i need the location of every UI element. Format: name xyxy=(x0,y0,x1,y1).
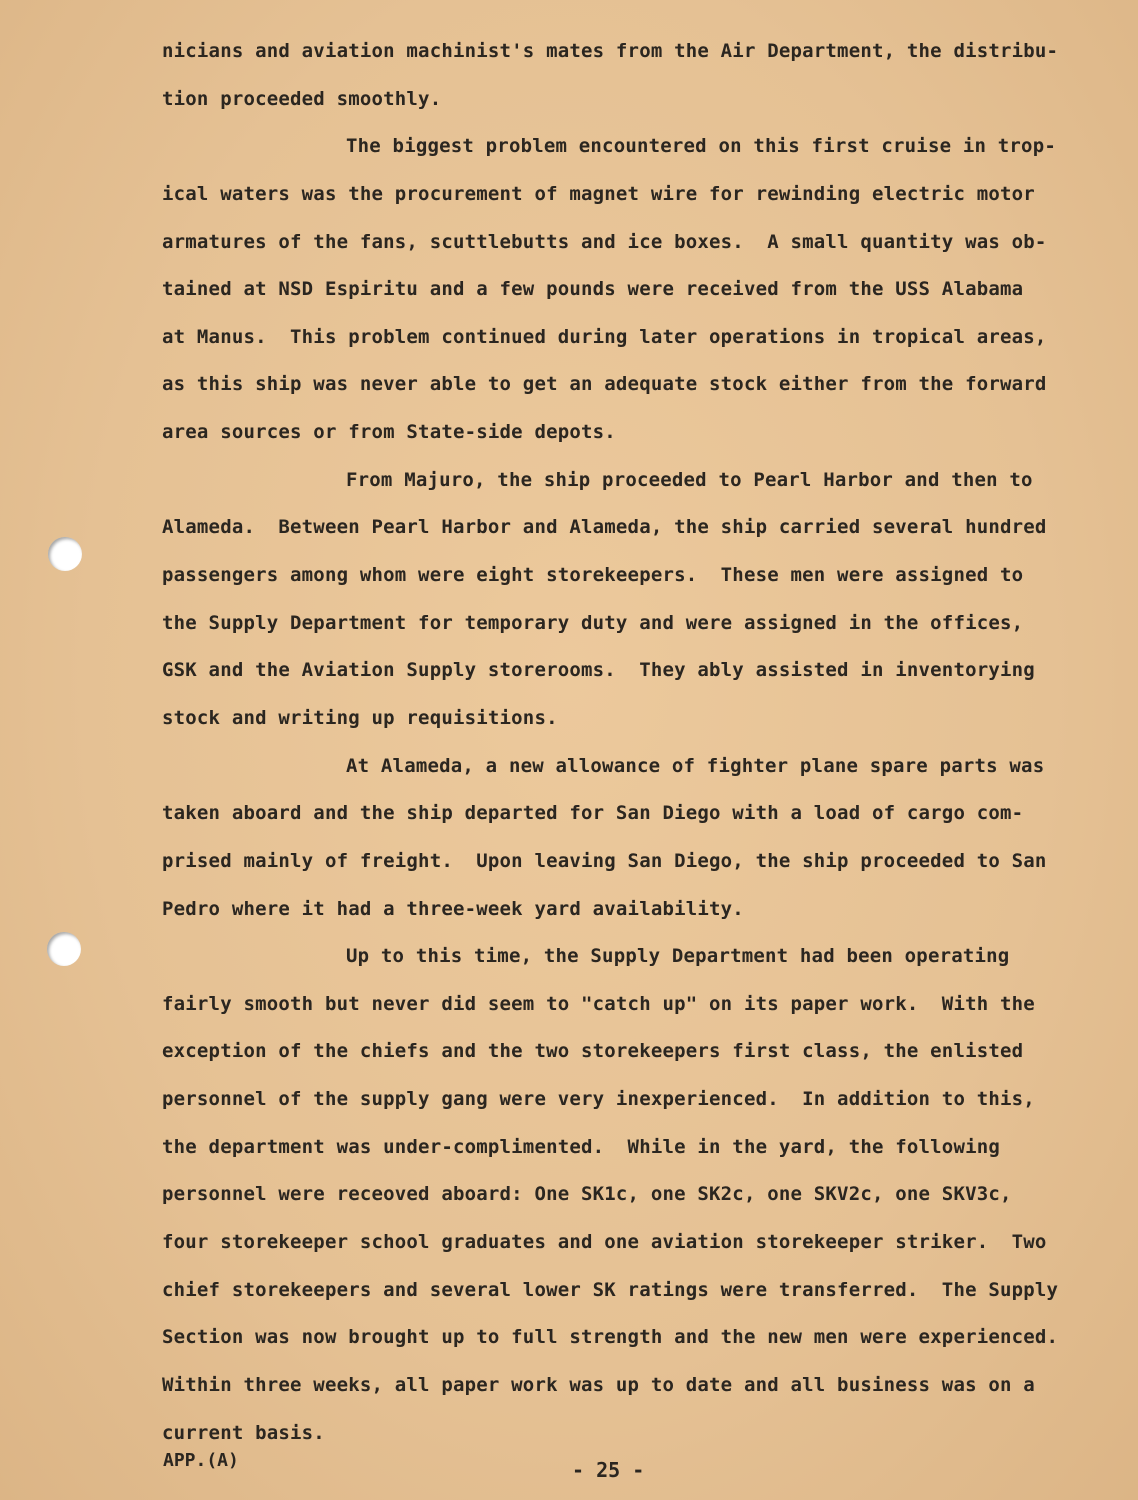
text-line: taken aboard and the ship departed for San Diego with a load of cargo com- xyxy=(162,802,1024,825)
text-line: area sources or from State-side depots. xyxy=(162,421,616,444)
paragraph xyxy=(162,457,1092,743)
text-line: tained at NSD Espiritu and a few pounds were received from the USS Alabama xyxy=(162,278,1024,301)
text-line: the department was under-complimented. While in the yard, the following xyxy=(162,1135,1001,1158)
text-line: Pedro where it had a three-week yard availability. xyxy=(162,897,744,920)
text-line: GSK and the Aviation Supply storerooms. They ably assisted in inventorying xyxy=(162,659,1035,682)
text-line: Up to this time, the Supply Department had been operating xyxy=(346,945,1010,968)
text-line: ical waters was the procurement of magnet wire for rewinding electric motor xyxy=(162,182,1035,205)
text-line: tion proceeded smoothly. xyxy=(162,87,442,110)
text-line: personnel were receoved aboard: One SK1c, one SK2c, one SKV2c, one SKV3c, xyxy=(162,1183,1012,1206)
paragraph xyxy=(162,123,1092,456)
text-line: exception of the chiefs and the two storekeepers first class, the enlisted xyxy=(162,1040,1024,1063)
text-line: four storekeeper school graduates and one aviation storekeeper striker. Two xyxy=(162,1231,1047,1254)
text-line: at Manus. This problem continued during later operations in tropical areas, xyxy=(162,325,1047,348)
text-line: From Majuro, the ship proceeded to Pearl Harbor and then to xyxy=(346,468,1033,491)
text-line: prised mainly of freight. Upon leaving San Diego, the ship proceeded to San xyxy=(162,849,1047,872)
text-line: armatures of the fans, scuttlebutts and ice boxes. A small quantity was ob- xyxy=(162,230,1047,253)
binder-hole-lower xyxy=(47,932,81,966)
body-text xyxy=(162,28,1092,1457)
text-line: as this ship was never able to get an adequate stock either from the forward xyxy=(162,373,1047,396)
text-line: fairly smooth but never did seem to "catch up" on its paper work. With the xyxy=(162,992,1035,1015)
page-number: - 25 - xyxy=(572,1458,645,1482)
text-line: Within three weeks, all paper work was up to date and all business was on a xyxy=(162,1373,1035,1396)
appendix-label: APP.(A) xyxy=(163,1450,239,1471)
paragraph xyxy=(162,933,1092,1457)
binder-hole-upper xyxy=(48,537,82,571)
text-line: At Alameda, a new allowance of fighter plane spare parts was xyxy=(346,754,1045,777)
text-line: passengers among whom were eight storekeepers. These men were assigned to xyxy=(162,564,1024,587)
text-line: personnel of the supply gang were very inexperienced. In addition to this, xyxy=(162,1088,1035,1111)
paragraph xyxy=(162,743,1092,934)
text-line: nicians and aviation machinist's mates from the Air Department, the distribu- xyxy=(162,40,1059,62)
text-line: the Supply Department for temporary duty and were assigned in the offices, xyxy=(162,611,1024,634)
paragraph xyxy=(162,28,1092,123)
text-line: current basis. xyxy=(162,1421,325,1444)
text-line: The biggest problem encountered on this first cruise in trop- xyxy=(346,135,1056,158)
text-line: stock and writing up requisitions. xyxy=(162,706,558,729)
text-line: chief storekeepers and several lower SK ratings were transferred. The Supply xyxy=(162,1278,1059,1301)
text-line: Alameda. Between Pearl Harbor and Alameda, the ship carried several hundred xyxy=(162,516,1047,539)
text-line: Section was now brought up to full strength and the new men were experienced. xyxy=(162,1326,1059,1349)
